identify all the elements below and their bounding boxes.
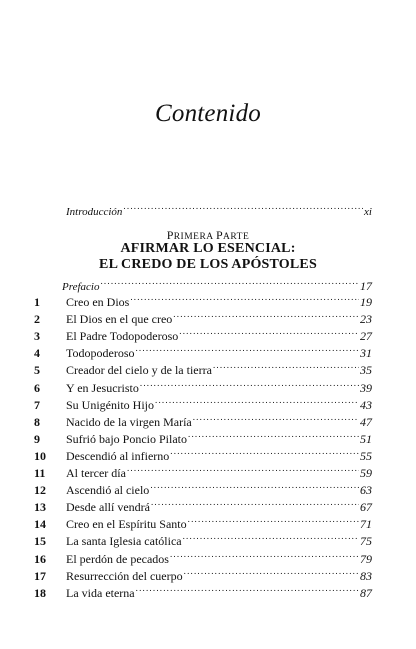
toc-entry-label: Nacido de la virgen María bbox=[66, 414, 192, 429]
page-title: Contenido bbox=[155, 100, 261, 127]
toc-entry-introduction[interactable] bbox=[66, 203, 372, 218]
toc-entry-label: Su Unigénito Hijo bbox=[66, 397, 155, 412]
toc-entry-page: 51 bbox=[360, 431, 372, 446]
toc-entry-number: 6 bbox=[34, 380, 40, 395]
toc-entry-number: 7 bbox=[34, 397, 40, 412]
toc-entry-chapter[interactable] bbox=[30, 516, 372, 532]
toc-entry-number: 9 bbox=[34, 431, 40, 446]
toc-entry-chapter[interactable] bbox=[30, 482, 372, 498]
toc-entry-number: 17 bbox=[34, 568, 46, 583]
toc-entry-page: 71 bbox=[360, 517, 372, 532]
toc-entry-page: 17 bbox=[360, 279, 372, 293]
toc-entry-page: 79 bbox=[360, 551, 372, 566]
dot-leader bbox=[155, 397, 359, 409]
toc-entry-page: 87 bbox=[360, 585, 372, 600]
toc-entry-page: 27 bbox=[360, 329, 372, 344]
part-title-line1: AFIRMAR LO ESENCIAL: bbox=[120, 241, 296, 256]
dot-leader bbox=[184, 568, 359, 580]
dot-leader bbox=[151, 499, 359, 511]
toc-entry-page: 43 bbox=[360, 397, 372, 412]
dot-leader bbox=[193, 414, 359, 426]
toc-entry-label: Al tercer día bbox=[66, 466, 126, 480]
toc-entry-number: 8 bbox=[34, 414, 40, 429]
toc-entry-chapter[interactable] bbox=[30, 414, 372, 430]
toc-entry-label: Sufrió bajo Poncio Pilato bbox=[66, 431, 187, 446]
toc-entry-page: 75 bbox=[360, 534, 372, 549]
part-label: PRIMERA PARTE bbox=[166, 228, 250, 242]
toc-entry-number: 18 bbox=[34, 585, 46, 600]
toc-entry-chapter[interactable] bbox=[30, 431, 372, 447]
dot-leader bbox=[213, 362, 359, 374]
toc-entry-chapter[interactable] bbox=[30, 551, 372, 567]
toc-entry-label: La santa Iglesia católica bbox=[66, 534, 182, 549]
toc-entry-chapter[interactable] bbox=[30, 345, 372, 361]
dot-leader bbox=[140, 380, 359, 392]
toc-entry-label: El perdón de pecados bbox=[66, 551, 169, 566]
dot-leader bbox=[150, 482, 359, 494]
dot-leader bbox=[136, 585, 359, 597]
toc-entry-label: La vida eterna bbox=[66, 585, 135, 600]
toc-entry-number: 16 bbox=[34, 551, 46, 566]
dot-leader bbox=[183, 533, 359, 545]
dot-leader bbox=[123, 203, 363, 215]
toc-entry-label: Descendió al infierno bbox=[66, 448, 170, 463]
toc-entry-number: 5 bbox=[34, 363, 40, 378]
toc-entry-chapter[interactable] bbox=[30, 362, 372, 378]
toc-entry-number: 12 bbox=[34, 483, 46, 498]
toc-entry-number: 2 bbox=[34, 312, 40, 327]
toc-entry-page: 23 bbox=[360, 312, 372, 327]
toc-entry-label: Resurrección del cuerpo bbox=[66, 568, 183, 583]
toc-entry-chapter[interactable] bbox=[30, 328, 372, 344]
toc-entry-label: Creo en el Espíritu Santo bbox=[66, 517, 187, 532]
toc-entry-page: xi bbox=[364, 206, 372, 218]
toc-entry-page: 67 bbox=[360, 500, 372, 515]
dot-leader bbox=[127, 465, 359, 477]
toc-entry-number: 14 bbox=[34, 517, 46, 532]
dot-leader bbox=[179, 328, 359, 340]
toc-entry-label: Y en Jesucristo bbox=[66, 380, 139, 395]
toc-entry-chapter[interactable] bbox=[30, 311, 372, 327]
toc-entry-label: Creador del cielo y de la tierra bbox=[66, 363, 212, 378]
toc-entry-number: 1 bbox=[34, 295, 40, 309]
toc-entry-chapter[interactable] bbox=[30, 568, 372, 584]
toc-entry-page: 39 bbox=[360, 380, 372, 395]
toc-entry-number: 13 bbox=[34, 500, 46, 515]
toc-entry-page: 55 bbox=[360, 448, 372, 463]
toc-entry-chapter[interactable] bbox=[30, 397, 372, 413]
toc-entry-number: 11 bbox=[34, 466, 46, 480]
toc-entry-chapter[interactable] bbox=[30, 585, 372, 601]
toc-entry-chapter[interactable] bbox=[30, 380, 372, 396]
toc-entry-chapter[interactable] bbox=[30, 533, 372, 549]
toc-entry-number: 10 bbox=[34, 448, 46, 463]
toc-entry-preface[interactable] bbox=[30, 278, 372, 294]
toc-entry-page: 59 bbox=[360, 466, 372, 480]
dot-leader bbox=[130, 294, 359, 306]
toc-entry-number: 3 bbox=[34, 329, 40, 344]
toc-entry-number: 15 bbox=[34, 534, 46, 549]
part-title-line2: EL CREDO DE LOS APÓSTOLES bbox=[99, 257, 317, 272]
toc-entry-chapter[interactable] bbox=[30, 448, 372, 464]
toc-entry-chapter[interactable] bbox=[30, 294, 372, 310]
dot-leader bbox=[170, 551, 359, 563]
toc-entry-label: El Padre Todopoderoso bbox=[66, 329, 179, 344]
toc-entry-label: Todopoderoso bbox=[66, 346, 135, 361]
toc-entry-label: El Dios en el que creo bbox=[66, 312, 173, 327]
toc-entry-chapter[interactable] bbox=[30, 465, 372, 481]
dot-leader bbox=[135, 345, 359, 357]
toc-entry-label: Introducción bbox=[66, 206, 123, 218]
toc-entry-page: 83 bbox=[360, 568, 372, 583]
toc-entry-page: 19 bbox=[360, 295, 372, 309]
toc-entry-page: 63 bbox=[360, 483, 372, 498]
toc-entry-page: 35 bbox=[360, 363, 372, 378]
toc-entry-page: 31 bbox=[360, 346, 372, 361]
toc-entry-label: Ascendió al cielo bbox=[66, 483, 150, 498]
dot-leader bbox=[188, 431, 359, 443]
dot-leader bbox=[188, 516, 359, 528]
toc-entry-label: Prefacio bbox=[62, 281, 100, 293]
toc-entry-number: 4 bbox=[34, 346, 40, 361]
toc-entry-label: Desde allí vendrá bbox=[66, 500, 150, 515]
dot-leader bbox=[170, 448, 359, 460]
toc-entry-page: 47 bbox=[360, 414, 372, 429]
toc-entry-label: Creo en Dios bbox=[66, 295, 130, 309]
toc-entry-chapter[interactable] bbox=[30, 499, 372, 515]
dot-leader bbox=[173, 311, 359, 323]
dot-leader bbox=[100, 278, 359, 290]
